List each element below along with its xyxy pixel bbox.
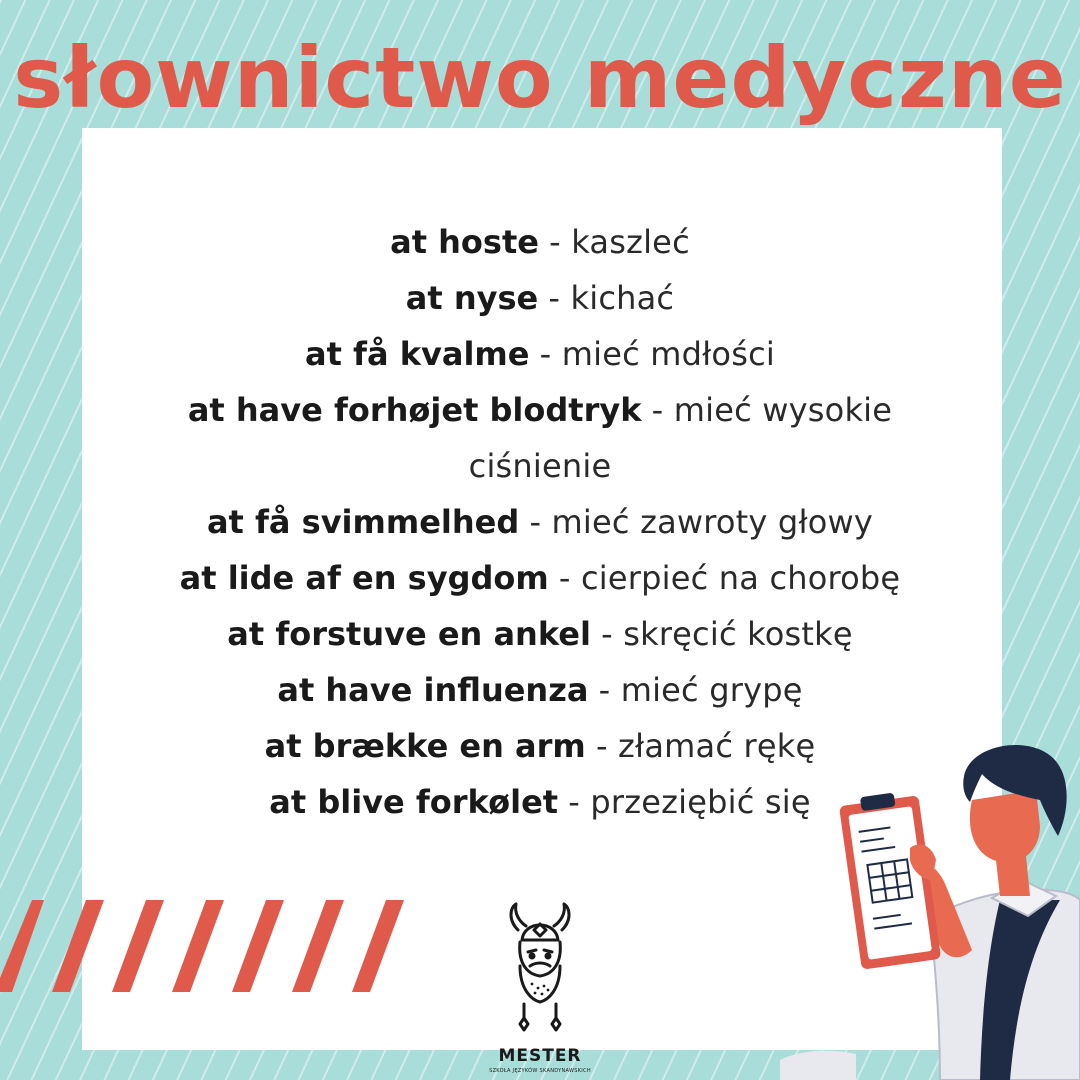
vocab-term: at få svimmelhed (206, 503, 520, 541)
vocab-definition: - kichać (548, 279, 675, 317)
vocab-definition: - przeziębić się (568, 783, 811, 821)
doctor-illustration (760, 730, 1080, 1080)
vocab-term: at have influenza (277, 671, 589, 709)
vocab-term: at blive forkølet (269, 783, 559, 821)
vocab-definition: - złamać rękę (595, 727, 816, 765)
vocab-definition: - skręcić kostkę (601, 615, 853, 653)
page-title: słownictwo medyczne (13, 29, 1067, 127)
vocab-term: at forstuve en ankel (227, 615, 591, 653)
vocab-definition: - mieć wysokie ciśnienie (468, 391, 893, 485)
vocab-item (0, 550, 1080, 606)
vocab-definition: - mieć grypę (598, 671, 803, 709)
vocab-term: at nyse (405, 279, 539, 317)
clipboard-icon (839, 793, 941, 970)
logo-name: MESTER (498, 1046, 582, 1066)
vocab-definition: - kaszleć (549, 223, 690, 261)
vocab-definition: - mieć mdłości (539, 335, 775, 373)
vocab-item (0, 214, 1080, 270)
vocab-item (0, 326, 1080, 382)
vocab-definition: - mieć zawroty głowy (529, 503, 874, 541)
logo-tagline: SZKOŁA JĘZYKÓW SKANDYNAWSKICH (489, 1068, 591, 1074)
vocab-definition: - cierpieć na chorobę (558, 559, 901, 597)
vocab-item (0, 606, 1080, 662)
vocab-term: at brække en arm (264, 727, 586, 765)
vocab-term: at få kvalme (305, 335, 530, 373)
decorative-stripes (0, 900, 420, 992)
vocab-item (0, 662, 1080, 718)
vocab-item (0, 494, 1080, 550)
vocab-term: at lide af en sygdom (179, 559, 549, 597)
vocab-term: at have forhøjet blodtryk (187, 391, 642, 429)
vocab-term: at hoste (390, 223, 539, 261)
vocab-item (120, 382, 960, 494)
vocab-item (0, 270, 1080, 326)
